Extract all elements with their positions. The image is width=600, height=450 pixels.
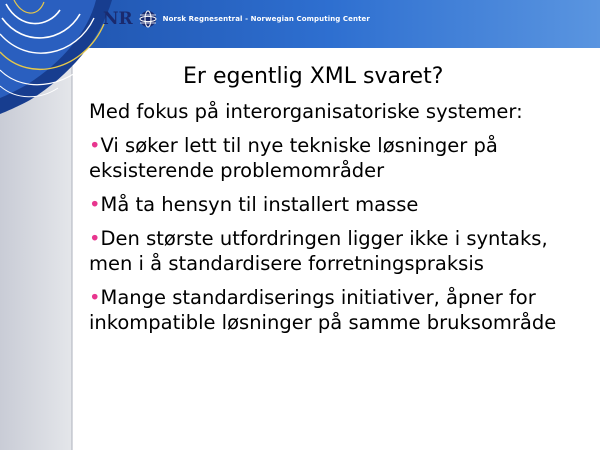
bullet-text: Den største utfordringen ligger ikke i syntaks, men i å standardisere forretningspraksis: [89, 227, 548, 275]
header-brand: [103, 9, 370, 29]
intro-line: Med fokus på interorganisatoriske systemer:: [89, 100, 523, 123]
bullet-item: [89, 192, 594, 217]
slide-content: [89, 99, 594, 344]
bullet-dot: •: [89, 227, 101, 250]
bullet-item: [89, 226, 594, 276]
bullet-dot: •: [89, 286, 101, 309]
bullet-text: Mange standardiserings initiativer, åpner for inkompatible løsninger på samme bruksområde: [89, 286, 557, 334]
bullet-dot: •: [89, 134, 101, 157]
slide-title: Er egentlig XML svaret?: [183, 64, 444, 89]
bullet-dot: •: [89, 193, 101, 216]
nr-logo: NR: [103, 9, 133, 29]
bullet-item: [89, 285, 594, 335]
bullet-item: [89, 133, 594, 183]
bullet-text: Må ta hensyn til installert masse: [100, 193, 419, 216]
bullet-text: Vi søker lett til nye tekniske løsninger på eksisterende problemområder: [89, 134, 498, 182]
globe-icon: [139, 10, 157, 28]
organization-name: Norsk Regnesentral - Norwegian Computing Center: [162, 15, 370, 23]
